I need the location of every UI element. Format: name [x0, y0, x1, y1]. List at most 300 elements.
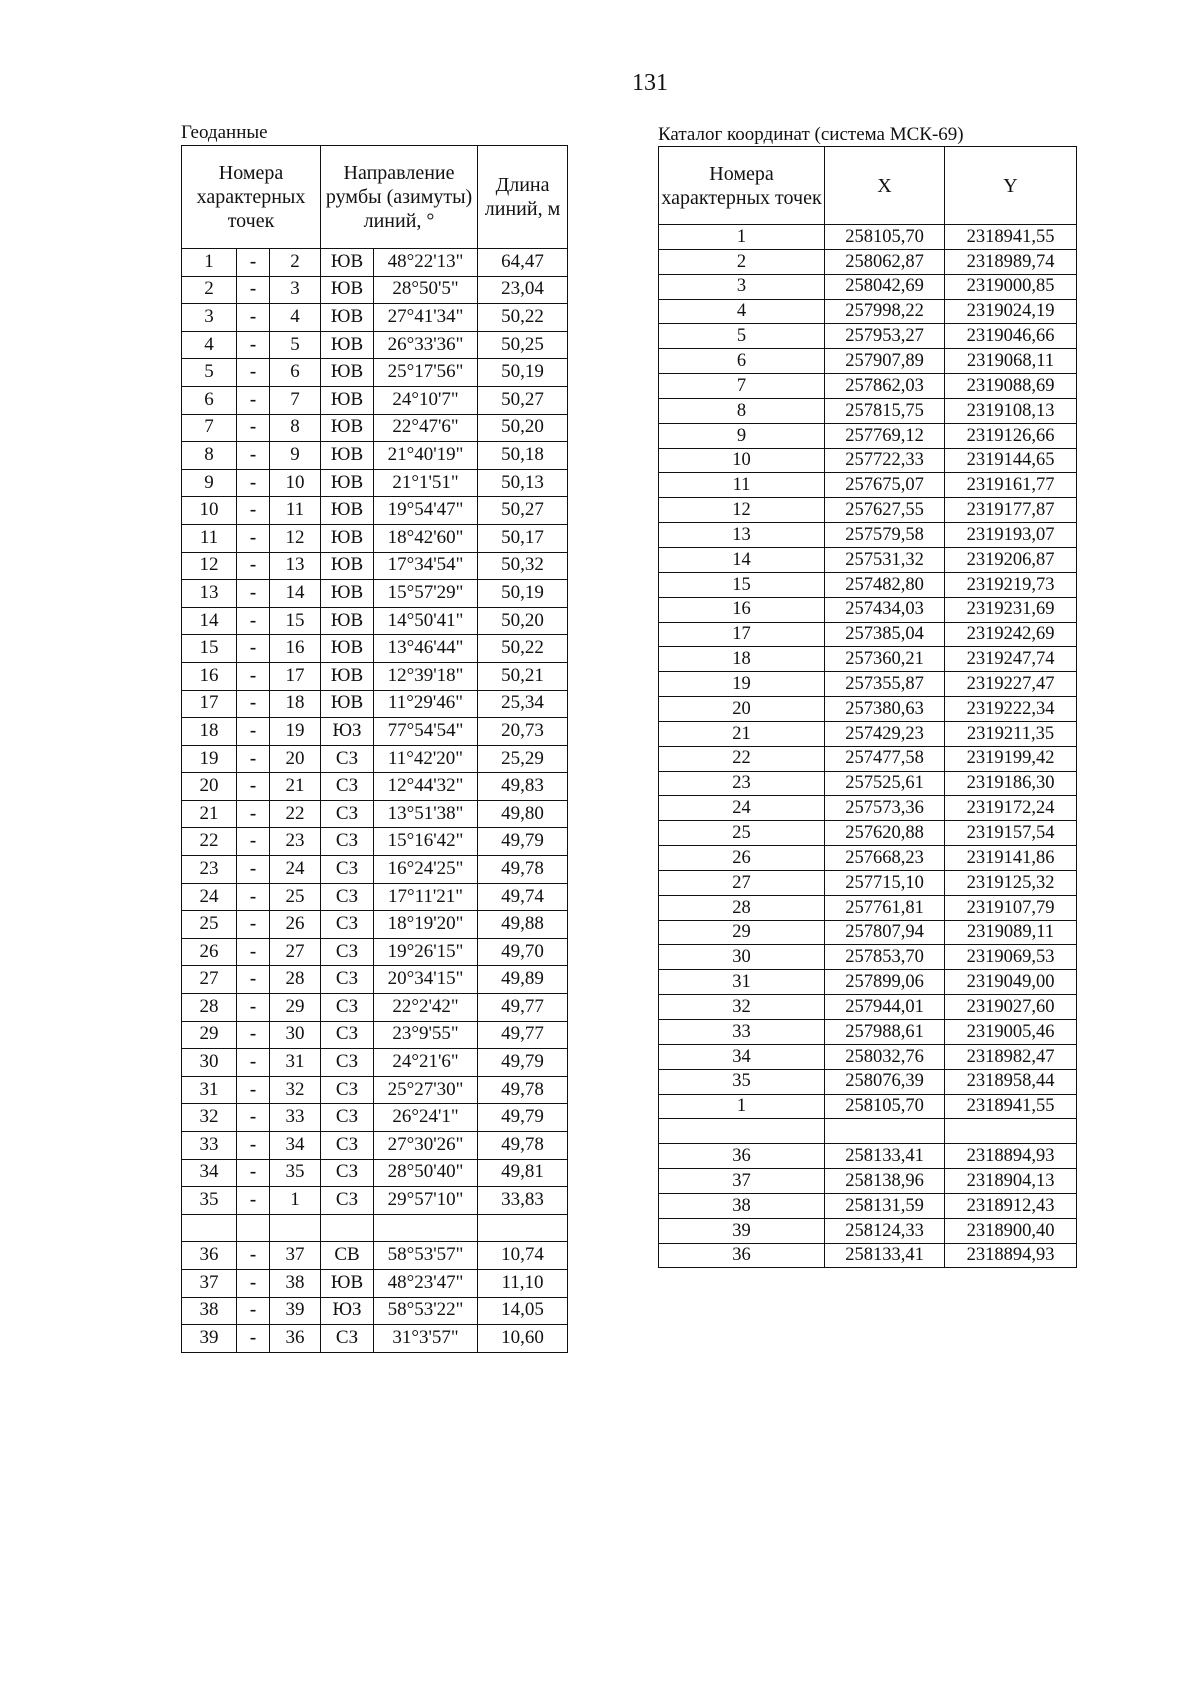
- catalog-cell-point: 32: [659, 995, 825, 1020]
- catalog-cell-y: 2319005,46: [945, 1020, 1077, 1045]
- geodata-cell-to-point: 11: [270, 497, 321, 525]
- geodata-cell-rhumb: СЗ: [321, 1049, 374, 1077]
- geodata-row: [182, 359, 568, 387]
- geodata-cell-dash: -: [237, 331, 270, 359]
- geodata-cell-azimuth: 25°27'30": [374, 1076, 478, 1104]
- geodata-row: [182, 938, 568, 966]
- catalog-row: [659, 473, 1077, 498]
- geodata-cell-to-point: 1: [270, 1187, 321, 1215]
- geodata-cell-dash: -: [237, 1325, 270, 1353]
- geodata-cell-dash: -: [237, 1049, 270, 1077]
- catalog-cell-x: 257769,12: [825, 423, 945, 448]
- catalog-row: [659, 1218, 1077, 1243]
- catalog-cell-y: 2319247,74: [945, 647, 1077, 672]
- geodata-cell-length: 50,25: [478, 331, 568, 359]
- geodata-cell-rhumb: СЗ: [321, 745, 374, 773]
- catalog-cell-x: 257482,80: [825, 572, 945, 597]
- catalog-cell-x: 257807,94: [825, 920, 945, 945]
- geodata-cell-dash: -: [237, 249, 270, 277]
- catalog-row: [659, 647, 1077, 672]
- geodata-row: [182, 276, 568, 304]
- geodata-cell-rhumb: СЗ: [321, 1076, 374, 1104]
- geodata-row: [182, 1049, 568, 1077]
- catalog-cell-point: 18: [659, 647, 825, 672]
- catalog-cell-point: 14: [659, 547, 825, 572]
- catalog-cell-x: 257761,81: [825, 895, 945, 920]
- catalog-row: [659, 349, 1077, 374]
- geodata-table: [181, 145, 568, 1353]
- catalog-body: [659, 225, 1077, 1268]
- geodata-cell-from-point: 29: [182, 1021, 237, 1049]
- geodata-cell-azimuth: 58°53'57": [374, 1242, 478, 1270]
- catalog-cell-y: 2319024,19: [945, 299, 1077, 324]
- catalog-cell-y: 2319000,85: [945, 274, 1077, 299]
- geodata-cell-from-point: 23: [182, 856, 237, 884]
- geodata-cell-rhumb: СЗ: [321, 1325, 374, 1353]
- geodata-cell-to-point: 27: [270, 938, 321, 966]
- geodata-cell-from-point: 32: [182, 1104, 237, 1132]
- catalog-cell-x: [825, 1119, 945, 1144]
- catalog-cell-y: [945, 1119, 1077, 1144]
- geodata-cell-rhumb: ЮВ: [321, 552, 374, 580]
- catalog-cell-x: 257620,88: [825, 821, 945, 846]
- geodata-row: [182, 1132, 568, 1160]
- catalog-cell-x: 257862,03: [825, 374, 945, 399]
- geodata-cell-length: 49,80: [478, 800, 568, 828]
- catalog-cell-y: 2318982,47: [945, 1044, 1077, 1069]
- catalog-cell-x: 258062,87: [825, 249, 945, 274]
- catalog-cell-y: 2319199,42: [945, 746, 1077, 771]
- catalog-cell-point: 26: [659, 846, 825, 871]
- geodata-row: [182, 1104, 568, 1132]
- catalog-row: [659, 821, 1077, 846]
- catalog-row: [659, 597, 1077, 622]
- geodata-cell-length: 49,79: [478, 828, 568, 856]
- catalog-cell-x: 258124,33: [825, 1218, 945, 1243]
- catalog-cell-y: 2318894,93: [945, 1243, 1077, 1268]
- geodata-cell-rhumb: ЮВ: [321, 607, 374, 635]
- geodata-cell-to-point: 20: [270, 745, 321, 773]
- geodata-row: [182, 497, 568, 525]
- geodata-cell-rhumb: ЮЗ: [321, 718, 374, 746]
- geodata-cell-azimuth: 26°24'1": [374, 1104, 478, 1132]
- catalog-cell-x: 258032,76: [825, 1044, 945, 1069]
- geodata-cell-to-point: 9: [270, 442, 321, 470]
- catalog-cell-point: 16: [659, 597, 825, 622]
- catalog-cell-point: 39: [659, 1218, 825, 1243]
- catalog-cell-point: 25: [659, 821, 825, 846]
- catalog-row: [659, 249, 1077, 274]
- geodata-cell-length: 49,77: [478, 1021, 568, 1049]
- geodata-row: [182, 1242, 568, 1270]
- geodata-cell-to-point: 35: [270, 1159, 321, 1187]
- geodata-cell-rhumb: ЮВ: [321, 1269, 374, 1297]
- geodata-cell-length: 49,79: [478, 1049, 568, 1077]
- geodata-cell-rhumb: ЮВ: [321, 580, 374, 608]
- geodata-cell-dash: -: [237, 552, 270, 580]
- catalog-cell-x: 258105,70: [825, 1094, 945, 1119]
- geodata-row: [182, 966, 568, 994]
- catalog-cell-y: 2319068,11: [945, 349, 1077, 374]
- geodata-cell-azimuth: 14°50'41": [374, 607, 478, 635]
- catalog-cell-y: 2319193,07: [945, 523, 1077, 548]
- catalog-cell-y: 2319157,54: [945, 821, 1077, 846]
- geodata-cell-rhumb: ЮВ: [321, 442, 374, 470]
- geodata-cell-length: 50,20: [478, 607, 568, 635]
- catalog-cell-point: 37: [659, 1169, 825, 1194]
- geodata-cell-from-point: 11: [182, 524, 237, 552]
- catalog-cell-x: 257380,63: [825, 697, 945, 722]
- geodata-cell-dash: -: [237, 1297, 270, 1325]
- geodata-cell-rhumb: [321, 1214, 374, 1242]
- catalog-cell-x: 257815,75: [825, 398, 945, 423]
- geodata-cell-to-point: 26: [270, 911, 321, 939]
- catalog-cell-y: 2319046,66: [945, 324, 1077, 349]
- geodata-cell-from-point: 31: [182, 1076, 237, 1104]
- catalog-cell-point: 1: [659, 1094, 825, 1119]
- geodata-cell-length: 50,32: [478, 552, 568, 580]
- geodata-cell-length: 50,27: [478, 386, 568, 414]
- geodata-row: [182, 524, 568, 552]
- geodata-cell-to-point: 8: [270, 414, 321, 442]
- catalog-cell-point: 9: [659, 423, 825, 448]
- geodata-cell-dash: -: [237, 524, 270, 552]
- geodata-cell-rhumb: СЗ: [321, 994, 374, 1022]
- catalog-row: [659, 1094, 1077, 1119]
- geodata-cell-to-point: 25: [270, 883, 321, 911]
- geodata-cell-to-point: 39: [270, 1297, 321, 1325]
- catalog-cell-x: 257953,27: [825, 324, 945, 349]
- geodata-cell-dash: -: [237, 1269, 270, 1297]
- catalog-row: [659, 572, 1077, 597]
- geodata-cell-from-point: 17: [182, 690, 237, 718]
- geodata-body: [182, 249, 568, 1353]
- geodata-cell-to-point: 14: [270, 580, 321, 608]
- geodata-header-row: [182, 146, 568, 249]
- geodata-cell-length: 10,60: [478, 1325, 568, 1353]
- geodata-cell-length: 50,22: [478, 635, 568, 663]
- geodata-cell-from-point: 6: [182, 386, 237, 414]
- catalog-row: [659, 1044, 1077, 1069]
- catalog-cell-point: 28: [659, 895, 825, 920]
- catalog-cell-y: 2319231,69: [945, 597, 1077, 622]
- geodata-cell-to-point: 24: [270, 856, 321, 884]
- geodata-cell-dash: [237, 1214, 270, 1242]
- geodata-cell-length: 50,20: [478, 414, 568, 442]
- geodata-cell-rhumb: ЮВ: [321, 276, 374, 304]
- geodata-cell-to-point: 19: [270, 718, 321, 746]
- catalog-row: [659, 1193, 1077, 1218]
- geodata-cell-dash: -: [237, 304, 270, 332]
- geodata-cell-to-point: 16: [270, 635, 321, 663]
- catalog-cell-x: 258133,41: [825, 1243, 945, 1268]
- catalog-cell-y: 2319107,79: [945, 895, 1077, 920]
- geodata-cell-azimuth: 20°34'15": [374, 966, 478, 994]
- geodata-cell-length: 50,27: [478, 497, 568, 525]
- geodata-cell-dash: -: [237, 994, 270, 1022]
- geodata-cell-from-point: 9: [182, 469, 237, 497]
- geodata-cell-length: 49,70: [478, 938, 568, 966]
- catalog-cell-point: 17: [659, 622, 825, 647]
- catalog-cell-x: 257525,61: [825, 771, 945, 796]
- geodata-cell-length: 50,22: [478, 304, 568, 332]
- geodata-cell-azimuth: 18°19'20": [374, 911, 478, 939]
- catalog-cell-point: 19: [659, 672, 825, 697]
- geodata-cell-dash: -: [237, 745, 270, 773]
- geodata-cell-rhumb: ЮВ: [321, 635, 374, 663]
- geodata-cell-azimuth: 17°11'21": [374, 883, 478, 911]
- geodata-cell-azimuth: 17°34'54": [374, 552, 478, 580]
- geodata-row: [182, 1076, 568, 1104]
- catalog-cell-y: 2319222,34: [945, 697, 1077, 722]
- geodata-row: [182, 662, 568, 690]
- catalog-cell-y: 2319177,87: [945, 498, 1077, 523]
- catalog-cell-point: 24: [659, 796, 825, 821]
- catalog-cell-x: 257355,87: [825, 672, 945, 697]
- catalog-row: [659, 945, 1077, 970]
- geodata-cell-to-point: 3: [270, 276, 321, 304]
- geodata-cell-length: 49,89: [478, 966, 568, 994]
- geodata-cell-rhumb: ЮВ: [321, 414, 374, 442]
- geodata-cell-dash: -: [237, 856, 270, 884]
- geodata-cell-dash: -: [237, 800, 270, 828]
- geodata-row: [182, 304, 568, 332]
- geodata-row: [182, 718, 568, 746]
- catalog-cell-x: 258138,96: [825, 1169, 945, 1194]
- geodata-cell-from-point: 4: [182, 331, 237, 359]
- geodata-cell-from-point: 21: [182, 800, 237, 828]
- geodata-cell-from-point: 26: [182, 938, 237, 966]
- geodata-row: [182, 331, 568, 359]
- geodata-cell-azimuth: 31°3'57": [374, 1325, 478, 1353]
- geodata-cell-rhumb: СЗ: [321, 1132, 374, 1160]
- catalog-table: [658, 146, 1077, 1268]
- geodata-cell-rhumb: ЮВ: [321, 386, 374, 414]
- geodata-cell-length: 49,88: [478, 911, 568, 939]
- catalog-cell-x: 257477,58: [825, 746, 945, 771]
- catalog-cell-point: 13: [659, 523, 825, 548]
- geodata-cell-rhumb: ЮВ: [321, 469, 374, 497]
- catalog-cell-point: 12: [659, 498, 825, 523]
- catalog-row: [659, 895, 1077, 920]
- geodata-cell-to-point: 17: [270, 662, 321, 690]
- geodata-cell-length: [478, 1214, 568, 1242]
- catalog-row: [659, 398, 1077, 423]
- geodata-row: [182, 552, 568, 580]
- geodata-cell-azimuth: 18°42'60": [374, 524, 478, 552]
- geodata-cell-to-point: 12: [270, 524, 321, 552]
- geodata-cell-length: 20,73: [478, 718, 568, 746]
- geodata-row: [182, 856, 568, 884]
- geodata-cell-rhumb: ЮВ: [321, 497, 374, 525]
- catalog-header-x: X: [825, 147, 945, 225]
- geodata-cell-to-point: 38: [270, 1269, 321, 1297]
- geodata-cell-to-point: 30: [270, 1021, 321, 1049]
- geodata-row: [182, 414, 568, 442]
- geodata-row: [182, 249, 568, 277]
- catalog-cell-y: 2319186,30: [945, 771, 1077, 796]
- geodata-cell-azimuth: 13°51'38": [374, 800, 478, 828]
- geodata-cell-dash: -: [237, 497, 270, 525]
- catalog-row: [659, 846, 1077, 871]
- catalog-cell-point: 31: [659, 970, 825, 995]
- geodata-cell-to-point: 37: [270, 1242, 321, 1270]
- catalog-cell-y: 2318941,55: [945, 225, 1077, 250]
- geodata-cell-from-point: 33: [182, 1132, 237, 1160]
- geodata-row: [182, 1214, 568, 1242]
- catalog-cell-point: 33: [659, 1020, 825, 1045]
- catalog-cell-point: 2: [659, 249, 825, 274]
- geodata-cell-length: 10,74: [478, 1242, 568, 1270]
- catalog-cell-x: 257675,07: [825, 473, 945, 498]
- catalog-cell-y: 2319126,66: [945, 423, 1077, 448]
- geodata-cell-rhumb: СЗ: [321, 773, 374, 801]
- geodata-cell-to-point: 5: [270, 331, 321, 359]
- catalog-cell-y: 2318900,40: [945, 1218, 1077, 1243]
- geodata-cell-rhumb: ЮВ: [321, 331, 374, 359]
- catalog-cell-x: 257434,03: [825, 597, 945, 622]
- geodata-cell-dash: -: [237, 414, 270, 442]
- catalog-cell-y: 2319219,73: [945, 572, 1077, 597]
- geodata-row: [182, 1325, 568, 1353]
- geodata-cell-from-point: 8: [182, 442, 237, 470]
- geodata-cell-from-point: 38: [182, 1297, 237, 1325]
- catalog-cell-y: 2319144,65: [945, 448, 1077, 473]
- geodata-cell-azimuth: 19°54'47": [374, 497, 478, 525]
- catalog-row: [659, 1243, 1077, 1268]
- catalog-cell-point: 1: [659, 225, 825, 250]
- geodata-cell-dash: -: [237, 386, 270, 414]
- geodata-cell-dash: -: [237, 690, 270, 718]
- geodata-row: [182, 442, 568, 470]
- geodata-cell-rhumb: СЗ: [321, 828, 374, 856]
- geodata-row: [182, 994, 568, 1022]
- geodata-row: [182, 469, 568, 497]
- geodata-cell-dash: -: [237, 1242, 270, 1270]
- catalog-cell-x: 258076,39: [825, 1069, 945, 1094]
- geodata-cell-dash: -: [237, 828, 270, 856]
- catalog-cell-x: 258042,69: [825, 274, 945, 299]
- geodata-cell-length: 49,74: [478, 883, 568, 911]
- catalog-cell-x: 257385,04: [825, 622, 945, 647]
- geodata-cell-from-point: 18: [182, 718, 237, 746]
- geodata-cell-azimuth: 23°9'55": [374, 1021, 478, 1049]
- geodata-cell-azimuth: 48°22'13": [374, 249, 478, 277]
- geodata-cell-dash: -: [237, 773, 270, 801]
- catalog-cell-x: 257531,32: [825, 547, 945, 572]
- geodata-row: [182, 690, 568, 718]
- catalog-cell-y: 2319242,69: [945, 622, 1077, 647]
- catalog-row: [659, 721, 1077, 746]
- geodata-cell-azimuth: 21°40'19": [374, 442, 478, 470]
- geodata-cell-to-point: 34: [270, 1132, 321, 1160]
- geodata-cell-from-point: [182, 1214, 237, 1242]
- geodata-row: [182, 828, 568, 856]
- geodata-cell-rhumb: ЮВ: [321, 524, 374, 552]
- geodata-cell-rhumb: СЗ: [321, 856, 374, 884]
- catalog-cell-y: 2319069,53: [945, 945, 1077, 970]
- geodata-cell-to-point: 6: [270, 359, 321, 387]
- geodata-cell-from-point: 7: [182, 414, 237, 442]
- geodata-cell-azimuth: 24°10'7": [374, 386, 478, 414]
- geodata-cell-azimuth: 48°23'47": [374, 1269, 478, 1297]
- geodata-cell-to-point: 15: [270, 607, 321, 635]
- geodata-cell-from-point: 22: [182, 828, 237, 856]
- geodata-cell-length: 50,19: [478, 359, 568, 387]
- geodata-cell-rhumb: ЮВ: [321, 304, 374, 332]
- geodata-cell-length: 49,83: [478, 773, 568, 801]
- catalog-row: [659, 746, 1077, 771]
- geodata-cell-azimuth: 16°24'25": [374, 856, 478, 884]
- catalog-cell-point: 36: [659, 1144, 825, 1169]
- geodata-cell-rhumb: СЗ: [321, 800, 374, 828]
- catalog-cell-point: 35: [659, 1069, 825, 1094]
- geodata-cell-to-point: 32: [270, 1076, 321, 1104]
- catalog-cell-y: 2319172,24: [945, 796, 1077, 821]
- catalog-cell-y: 2319125,32: [945, 870, 1077, 895]
- geodata-cell-azimuth: 27°30'26": [374, 1132, 478, 1160]
- catalog-cell-x: 258133,41: [825, 1144, 945, 1169]
- geodata-row: [182, 635, 568, 663]
- geodata-cell-from-point: 14: [182, 607, 237, 635]
- geodata-cell-length: 49,78: [478, 856, 568, 884]
- geodata-row: [182, 773, 568, 801]
- catalog-row: [659, 870, 1077, 895]
- geodata-cell-from-point: 19: [182, 745, 237, 773]
- geodata-cell-dash: -: [237, 1104, 270, 1132]
- geodata-cell-from-point: 39: [182, 1325, 237, 1353]
- catalog-cell-point: 36: [659, 1243, 825, 1268]
- catalog-cell-x: 257429,23: [825, 721, 945, 746]
- geodata-cell-dash: -: [237, 635, 270, 663]
- geodata-cell-dash: -: [237, 718, 270, 746]
- catalog-header-points: Номера характерных точек: [659, 147, 825, 225]
- catalog-cell-y: 2319049,00: [945, 970, 1077, 995]
- geodata-cell-azimuth: 28°50'40": [374, 1159, 478, 1187]
- geodata-row: [182, 1021, 568, 1049]
- geodata-cell-length: 50,18: [478, 442, 568, 470]
- geodata-cell-from-point: 15: [182, 635, 237, 663]
- catalog-cell-y: 2318894,93: [945, 1144, 1077, 1169]
- geodata-row: [182, 1269, 568, 1297]
- geodata-cell-from-point: 16: [182, 662, 237, 690]
- geodata-header-length: Длина линий, м: [478, 146, 568, 249]
- geodata-cell-rhumb: СЗ: [321, 966, 374, 994]
- catalog-cell-y: 2318941,55: [945, 1094, 1077, 1119]
- geodata-cell-length: 25,29: [478, 745, 568, 773]
- catalog-cell-y: 2319089,11: [945, 920, 1077, 945]
- catalog-cell-point: 15: [659, 572, 825, 597]
- geodata-cell-azimuth: 22°2'42": [374, 994, 478, 1022]
- geodata-cell-dash: -: [237, 966, 270, 994]
- geodata-cell-to-point: 33: [270, 1104, 321, 1132]
- geodata-cell-dash: -: [237, 883, 270, 911]
- geodata-cell-to-point: 4: [270, 304, 321, 332]
- geodata-cell-azimuth: 22°47'6": [374, 414, 478, 442]
- geodata-cell-dash: -: [237, 1076, 270, 1104]
- geodata-cell-to-point: 28: [270, 966, 321, 994]
- geodata-cell-azimuth: 12°39'18": [374, 662, 478, 690]
- geodata-cell-to-point: [270, 1214, 321, 1242]
- geodata-cell-length: 49,78: [478, 1076, 568, 1104]
- geodata-cell-from-point: 1: [182, 249, 237, 277]
- geodata-cell-dash: -: [237, 607, 270, 635]
- geodata-cell-to-point: 18: [270, 690, 321, 718]
- catalog-cell-y: 2318989,74: [945, 249, 1077, 274]
- catalog-cell-point: 20: [659, 697, 825, 722]
- catalog-cell-point: 10: [659, 448, 825, 473]
- catalog-row: [659, 672, 1077, 697]
